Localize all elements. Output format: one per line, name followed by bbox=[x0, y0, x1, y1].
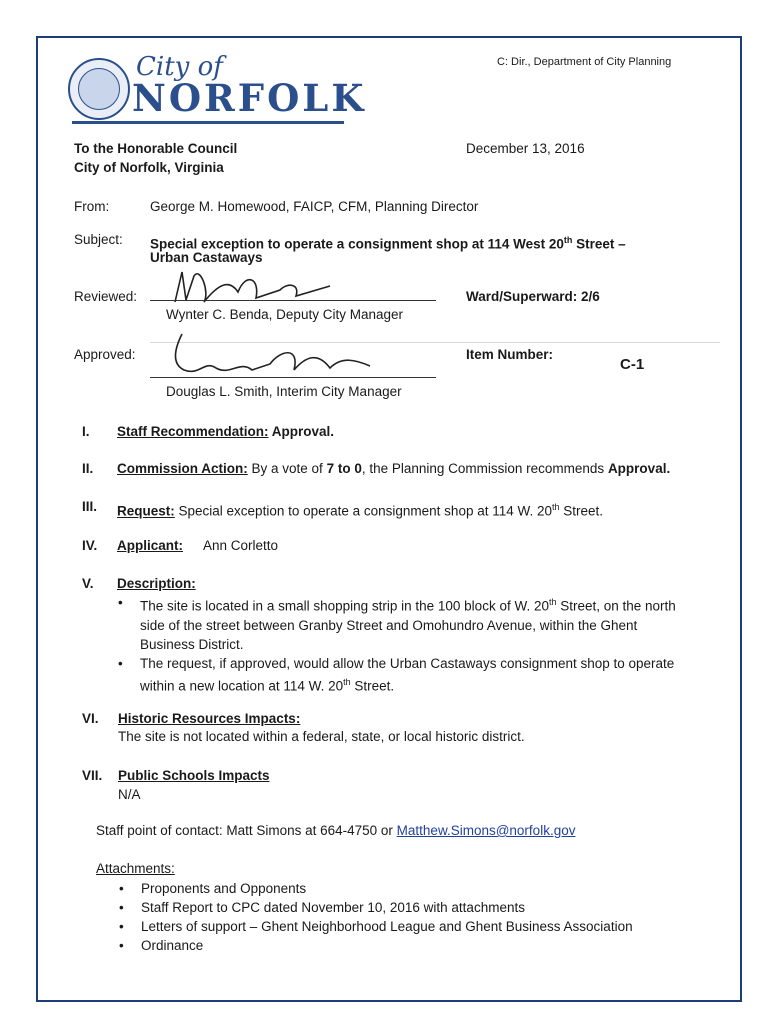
from-value: George M. Homewood, FAICP, CFM, Planning Director bbox=[150, 199, 479, 214]
section-3-title: Request: bbox=[117, 503, 175, 519]
memo-date: December 13, 2016 bbox=[466, 141, 585, 156]
approver-signature bbox=[160, 330, 400, 384]
section-6-title: Historic Resources Impacts: bbox=[118, 711, 301, 726]
logo-norfolk: NORFOLK bbox=[132, 76, 367, 120]
attachments-title: Attachments: bbox=[96, 861, 175, 876]
subject-line2: Urban Castaways bbox=[150, 250, 263, 265]
description-item: • The site is located in a small shopping strip in the 100 block of W. 20th Street, on the north side of the street between Granby Street and Omohundro Avenue, within the Ghent Business District. bbox=[116, 593, 691, 654]
section-1-title: Staff Recommendation: bbox=[117, 424, 269, 439]
section-1-num: I. bbox=[82, 424, 90, 439]
section-1: Staff Recommendation: Approval. bbox=[117, 424, 335, 439]
subject-label: Subject: bbox=[74, 232, 123, 247]
contact-email-link[interactable]: Matthew.Simons@norfolk.gov bbox=[396, 823, 576, 838]
applicant-name: Ann Corletto bbox=[203, 538, 279, 553]
subject-line1: Special exception to operate a consignment shop at 114 West 20th Street – bbox=[150, 235, 626, 252]
section-7-title: Public Schools Impacts bbox=[118, 768, 270, 783]
ward-superward: Ward/Superward: 2/6 bbox=[466, 289, 600, 304]
approved-label: Approved: bbox=[74, 347, 136, 362]
seal-ship-emblem bbox=[78, 68, 120, 110]
section-2: Commission Action: By a vote of 7 to 0, the Planning Commission recommends Approval. bbox=[117, 461, 671, 476]
from-label: From: bbox=[74, 199, 110, 214]
section-3: Request: Special exception to operate a consignment shop at 114 W. 20th Street. bbox=[117, 502, 604, 519]
section-3-num: III. bbox=[82, 499, 98, 514]
attachment-item: • Proponents and Opponents bbox=[117, 879, 697, 898]
cc-line: C: Dir., Department of City Planning bbox=[497, 56, 672, 68]
section-7-num: VII. bbox=[82, 768, 103, 783]
staff-contact: Staff point of contact: Matt Simons at 664-4750 or Matthew.Simons@norfolk.gov bbox=[96, 823, 576, 838]
logo-underline bbox=[72, 121, 344, 124]
city-seal-logo bbox=[68, 58, 130, 120]
addressee-line1: To the Honorable Council bbox=[74, 141, 238, 156]
section-7-text: N/A bbox=[118, 787, 141, 802]
reviewed-signature-line bbox=[150, 300, 436, 301]
section-2-title: Commission Action: bbox=[117, 461, 248, 476]
reviewer-name: Wynter C. Benda, Deputy City Manager bbox=[166, 307, 403, 322]
attachments-list bbox=[117, 879, 697, 955]
description-list bbox=[116, 593, 691, 695]
description-item: • The request, if approved, would allow the Urban Castaways consignment shop to operate within a new location at 114 W. 20th Street. bbox=[116, 654, 691, 696]
reviewed-label: Reviewed: bbox=[74, 289, 138, 304]
section-6-text: The site is not located within a federal, state, or local historic district. bbox=[118, 729, 525, 744]
attachment-item: • Ordinance bbox=[117, 936, 697, 955]
approver-name: Douglas L. Smith, Interim City Manager bbox=[166, 384, 402, 399]
section-5-num: V. bbox=[82, 576, 94, 591]
item-number-value: C-1 bbox=[620, 356, 645, 373]
section-4-title: Applicant: bbox=[117, 538, 183, 553]
section-6-num: VI. bbox=[82, 711, 99, 726]
section-5-title: Description: bbox=[117, 576, 196, 591]
attachment-item: • Staff Report to CPC dated November 10, 2016 with attachments bbox=[117, 898, 697, 917]
item-number-label: Item Number: bbox=[466, 347, 554, 362]
section-2-num: II. bbox=[82, 461, 94, 476]
approved-signature-line bbox=[150, 377, 436, 378]
logo-city-of: City of bbox=[136, 52, 223, 82]
addressee-line2: City of Norfolk, Virginia bbox=[74, 160, 224, 175]
attachment-item: • Letters of support – Ghent Neighborhood League and Ghent Business Association bbox=[117, 917, 697, 936]
section-4-num: IV. bbox=[82, 538, 98, 553]
